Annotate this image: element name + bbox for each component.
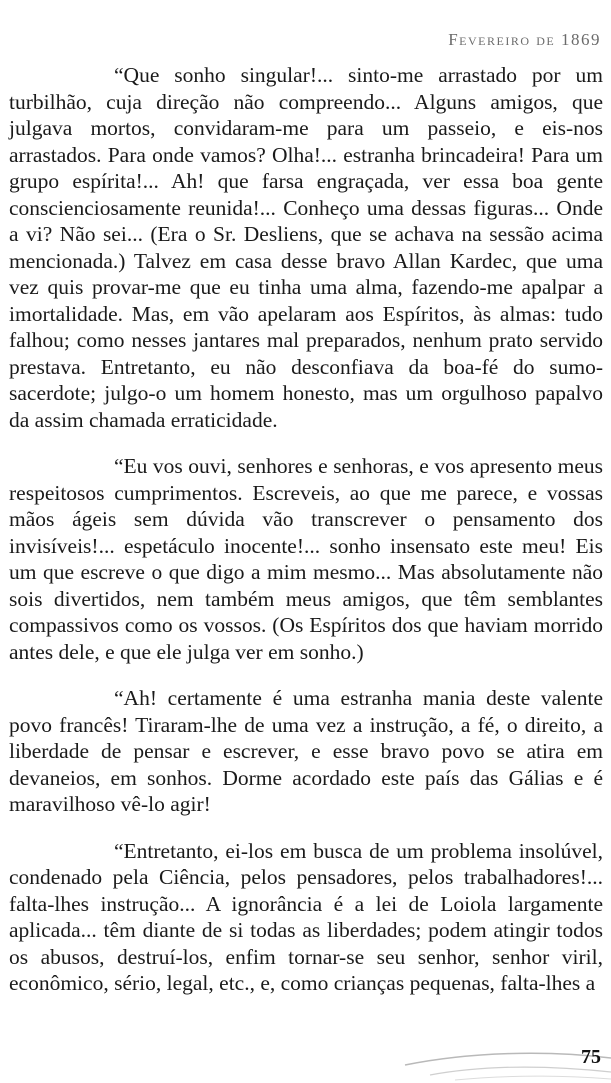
- page-footer: [0, 1038, 611, 1083]
- decorative-swoosh: [0, 1038, 611, 1083]
- paragraph-3: “Ah! certamente é uma estranha mania deste valente povo francês! Tiraram-lhe de uma vez a instrução, a fé, o direito, a liberdade de pensar e escrever, e esse bravo povo se atira em devaneios, em sonhos. Dorme acordado este país das Gálias e é maravilhoso vê-lo agir!: [9, 686, 603, 816]
- running-header: Fevereiro de 1869: [448, 30, 601, 49]
- page-body: [9, 62, 603, 1017]
- page-number: 75: [581, 1046, 601, 1068]
- paragraph-1: “Que sonho singular!... sinto-me arrastado por um turbilhão, cuja direção não compreendo... Alguns amigos, que julgava mortos, convidaram-me para um passeio, e eis-nos arrastados. Para onde vamos? Olha!... estranha brincadeira! Para um grupo espírita!... Ah! que farsa engraçada, ver essa boa gente conscienciosamente reunida!... Conheço uma dessas figuras... Onde a vi? Não sei... (Era o Sr. Desliens, que se achava na sessão acima mencionada.) Talvez em casa desse bravo Allan Kardec, que uma vez quis provar-me que eu tinha uma alma, fazendo-me apalpar a imortalidade. Mas, em vão apelaram aos Espíritos, às almas: tudo falhou; como nesses jantares mal preparados, nenhum prato servido prestava. Entretanto, eu não desconfiava da boa-fé do sumo-sacerdote; julgo-o um homem honesto, mas um orgulhoso papalvo da assim chamada erraticidade.: [9, 63, 603, 432]
- paragraph-4: “Entretanto, ei-los em busca de um problema insolúvel, condenado pela Ciência, pelos pensadores, pelos trabalhadores!... falta-lhes instrução... A ignorância é a lei de Loiola largamente aplicada... têm diante de si todas as liberdades; podem atingir todos os abusos, destruí-los, enfim tornar-se seu senhor, senhor viril, econômico, sério, legal, etc., e, como crianças pequenas, falta-lhes a: [9, 838, 603, 995]
- paragraph-2: “Eu vos ouvi, senhores e senhoras, e vos apresento meus respeitosos cumprimentos. Escreveis, ao que me parece, e vossas mãos ágeis sem dúvida vão transcrever o pensamento dos invisíveis!... espetáculo inocente!... sonho insensato este meu! Eis um que escreve o que digo a mim mesmo... Mas absolutamente não sois divertidos, nem também meus amigos, que têm semblantes compassivos como os vossos. (Os Espíritos dos que haviam morrido antes dele, e que ele julga ver em sonho.): [9, 454, 603, 664]
